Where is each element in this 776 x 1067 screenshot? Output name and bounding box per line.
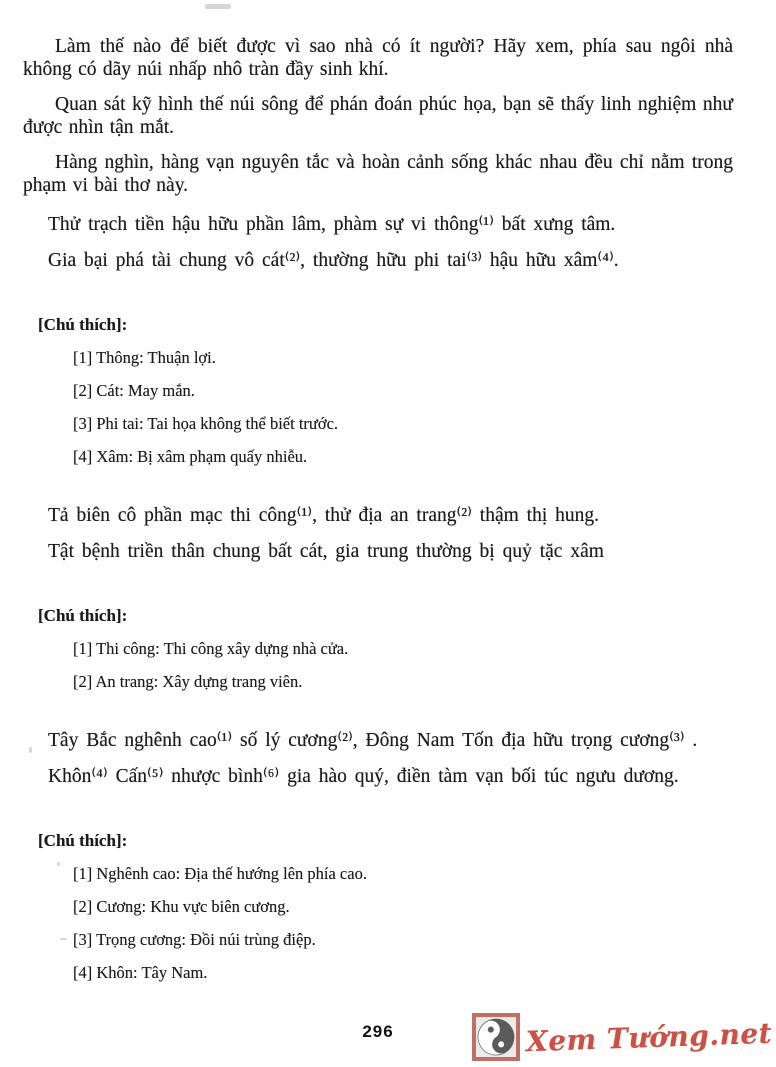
paragraph: Làm thế nào để biết được vì sao nhà có ít người? Hãy xem, phía sau ngôi nhà không có dãy núi nhấp nhô tràn đầy sinh khí.	[23, 36, 733, 80]
verse-line: Thử trạch tiền hậu hữu phần lâm, phàm sự vi thông⁽¹⁾ bất xưng tâm.	[48, 214, 616, 235]
footnote-item: [3] Phi tai: Tai họa không thể biết trước.	[73, 414, 339, 433]
footnote-item: [4] Xâm: Bị xâm phạm quấy nhiễu.	[73, 447, 308, 466]
scan-artifact	[57, 862, 60, 866]
paragraph: Hàng nghìn, hàng vạn nguyên tắc và hoàn cảnh sống khác nhau đều chỉ nằm trong phạm vi bài thơ này.	[23, 152, 733, 196]
footnote-item: [1] Nghênh cao: Địa thế hướng lên phía cao.	[73, 864, 367, 883]
scan-artifact	[205, 4, 231, 9]
scan-artifact	[60, 938, 67, 940]
footnotes-section	[23, 313, 733, 468]
yin-yang-icon	[472, 1013, 520, 1061]
footnote-item: [2] An trang: Xây dựng trang viên.	[73, 672, 303, 691]
footnote-item: [1] Thông: Thuận lợi.	[73, 348, 216, 367]
page-number: 296	[362, 1022, 394, 1041]
paragraph: Quan sát kỹ hình thế núi sông để phán đoán phúc họa, bạn sẽ thấy linh nghiệm như được nhìn tận mắt.	[23, 94, 733, 138]
verse-line: Gia bại phá tài chung vô cát⁽²⁾, thường hữu phi tai⁽³⁾ hậu hữu xâm⁽⁴⁾.	[48, 250, 619, 271]
footnote-item: [2] Cương: Khu vực biên cương.	[73, 897, 290, 916]
verse-line: Tả biên cô phần mạc thi công⁽¹⁾, thử địa an trang⁽²⁾ thậm thị hung.	[48, 505, 599, 526]
scan-artifact	[29, 747, 32, 753]
watermark	[472, 1013, 772, 1061]
verse-line: Khôn⁽⁴⁾ Cấn⁽⁵⁾ nhược bình⁽⁶⁾ gia hào quý, điền tàm vạn bối túc ngưu dương.	[48, 766, 679, 787]
footnote-item: [4] Khôn: Tây Nam.	[73, 963, 208, 982]
footnote-item: [3] Trọng cương: Đồi núi trùng điệp.	[73, 930, 316, 949]
footnote-item: [1] Thi công: Thi công xây dựng nhà cửa.	[73, 639, 349, 658]
footnotes-header: [Chú thích]:	[38, 606, 128, 625]
footnotes-section	[23, 604, 733, 693]
footnotes-header: [Chú thích]:	[38, 315, 128, 334]
watermark-text: Xem Tướng.net	[525, 1016, 773, 1058]
footnotes-section	[23, 829, 733, 984]
verse-line: Tật bệnh triền thân chung bất cát, gia trung thường bị quỷ tặc xâm	[48, 541, 604, 562]
footnotes-header: [Chú thích]:	[38, 831, 128, 850]
footnote-item: [2] Cát: May mắn.	[73, 381, 195, 400]
verse-line: Tây Bắc nghênh cao⁽¹⁾ số lý cương⁽²⁾, Đông Nam Tốn địa hữu trọng cương⁽³⁾ .	[48, 730, 698, 751]
